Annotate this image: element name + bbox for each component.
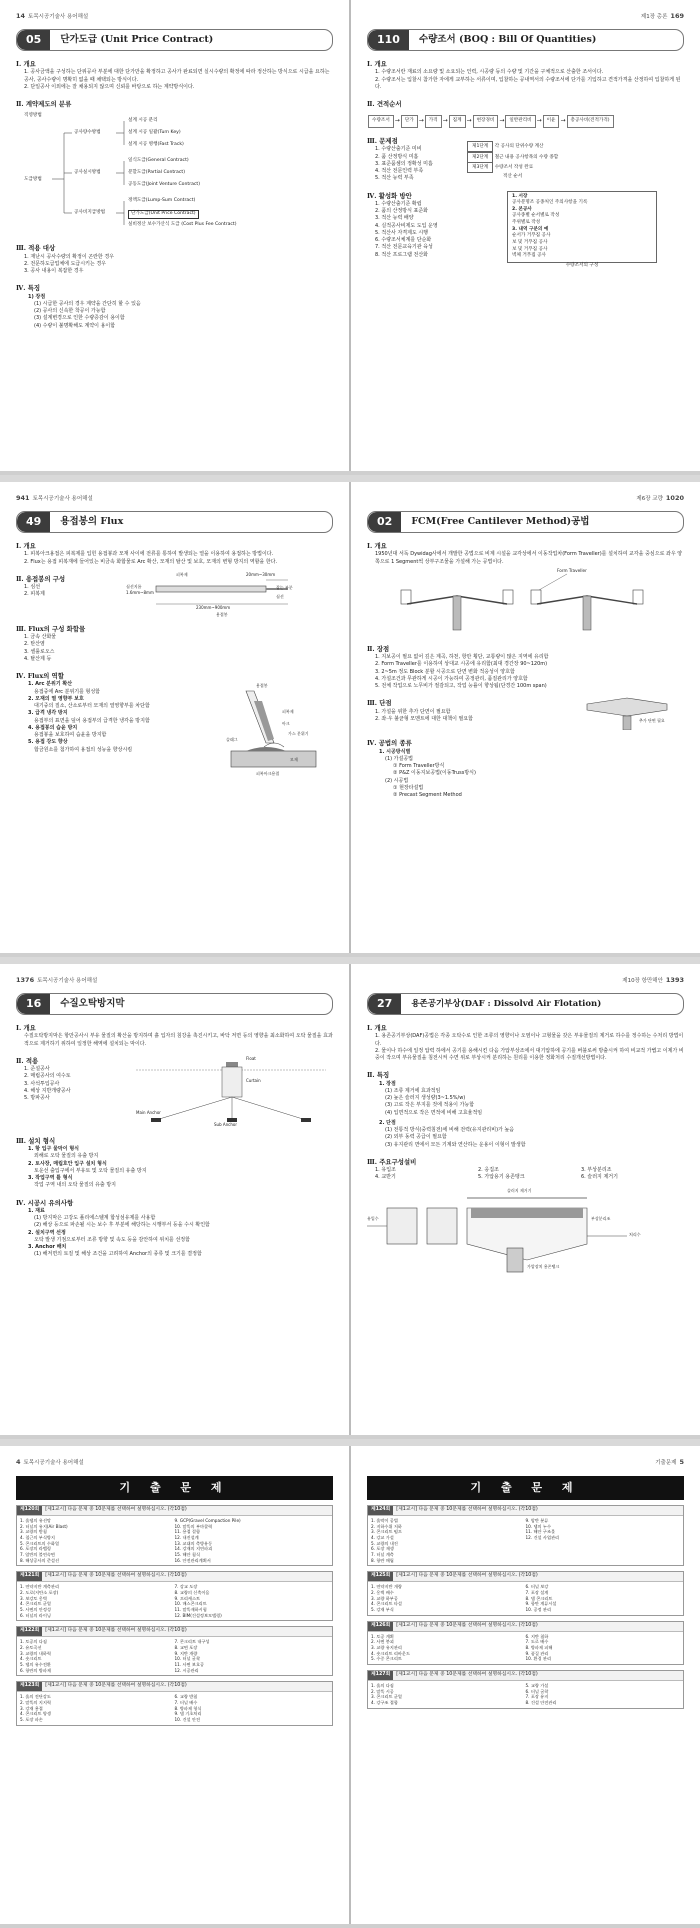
exam-block: 제123회 [제1교시] 다음 문제 중 10문제를 선택하여 설명하십시오. (각10점) 1. 흙의 전단강도 2. 말뚝의 지지력 3. 강재 용접 4. 콘크리트 양생 5. 포장 파손 6. 교량 받침 7. 터널 배수 8. 방파제 형식 9. 댐 기초처리 10. 건설 안전 [16, 1681, 333, 1725]
topic-title: 16 수질오탁방지막 [16, 993, 333, 1015]
highlighted-item: 단가도급(Unit Price Contract) [128, 210, 199, 219]
section-heading: Ⅱ. 계약제도의 분류 [16, 100, 72, 109]
topic-title-text: 수량조서 (BOQ : Bill Of Quantities) [418, 34, 597, 46]
exam-block: 제126회 [제1교시] 다음 문제 중 10문제를 선택하여 설명하십시오. (각10점) 1. 토공 계획 2. 사면 붕괴 3. 교량 유지관리 4. 숏크리트 리바운드 5. 수중 콘크리트 6. 지반 침하 7. 도로 배수 8. 방파제 피해 9. 품질 관리 10. 환경 관리 [367, 1621, 684, 1665]
topic-title [367, 29, 684, 51]
section-heading: Ⅳ. 특징 [16, 284, 41, 293]
spread-2 [0, 482, 700, 957]
topic-badge: 05 [17, 30, 50, 50]
topic-badge: 110 [368, 30, 409, 50]
section-heading: Ⅲ. 적용 대상 [16, 244, 56, 253]
section-heading: Ⅰ. 개요 [16, 60, 36, 68]
silt-curtain-figure: Float Curtain Main Anchor Sub Anchor [136, 1048, 326, 1128]
arc-welding-figure: 용접봉 피복제 아크 가스 분위기 슬래그 모재 피복아크용접 [226, 681, 326, 781]
spread-3 [0, 964, 700, 1439]
page-14: 14 토목시공기술사 용어해설 05 단가도급 (Unit Price Contract) Ⅰ. 개요 1. 공사금액을 구성하는 단위공사 부분에 대한 단가만을 확정하고 공사가 완료되면 실시수량의 확정에 따라 정산하는 방식으로 시급을 요하는 공사, 공사수량이 명확히 없을 때 채택되는 방식이다. 2. 단일공사 이외에는 잘 채용되지 않으며 신뢰를 바탕으로 하는 계약방식이다. Ⅱ. 계약제도의 분류 직영방법 도급방법 공사량수방법 공사실시방법 공사비지급방법 설계 시공 분리 설계 시공 일괄(Turn Key) 설계 시공 병행(Fast Track) 일식도급(General Contract) 분할도급(Partial Contract) 공동도급(Joint Venture Contract) 정액도급(Lump-Sum Contract) 단가도급(Unit Price Contract) 실비정산 보수가산식 도급 (Cost Plus Fee Contract) Ⅲ. 적용 대상 1. 재난시 공사수량의 확정이 곤란한 경우 2. 전문하도급업체에 도급시키는 경우 3. 공사 내용이 복잡한 경우 Ⅳ. 특징 1) 장점 (1) 시급한 공사의 경우 계약을 간단히 할 수 있음 (2) 공사의 신속한 착공이 가능함 (3) 설계변경으로 인한 수량증감이 용이함 (4) 수량이 불명확해도 계약이 용이함 [0, 0, 349, 471]
topic-title [16, 29, 333, 51]
spread-1 [0, 0, 700, 475]
page-4: 4 토목시공기술사 용어해설 기 출 문 제 제120회 [제1교시] 다음 문제 중 10문제를 선택하여 설명하십시오. (각10점) 1. 흙댐의 유선망 2. 터널의 유지(Air Blast) 3. 교량의 받침 4. 철근의 부식방지 5. 콘크리트의 수화열 6. 포장의 라벨링 7. 암반의 불연속면 8. 해상공사의 준설선 9. GCP(Gravel Compaction Pile) 10. 말뚝의 부마찰력 11. 용접 결함 12. 내진설계 13. 교대의 측방유동 14. 강재의 지연파괴 15. 해안 침식 16. 안전관리계획서 제121회 [제1교시] 다음 문제 중 10문제를 선택하여 설명하십시오. (각10점) 1. 연약지반 계측관리 2. 도로(저탄소 포장) 3. 보강토 옹벽 4. 콘크리트 균열 5. 사면의 안정성 6. 터널의 라이닝 7. 강교 도장 8. 교량의 신축이음 9. 프리캐스트 10. 매스콘크리트 11. 말뚝재하시험 12. BIM(건설정보모델링) 제122회 [제1교시] 다음 문제 중 10문제를 선택하여 설명하십시오. (각10점) 1. 토공의 다짐 2. 유토곡선 3. 교량의 내하력 4. 숏크리트 5. 댐의 유수전환 6. 항만의 방파제 7. 콘크리트 내구성 8. 교면 포장 9. 지반 개량 10. 터널 굴착 11. 사면 보호공 12. 시공관리 제123회 [제1교시] 다음 문제 중 10문제를 선택하여 설명하십시오. (각10점) 1. 흙의 전단강도 2. 말뚝의 지지력 3. 강재 용접 4. 콘크리트 양생 5. 포장 파손 6. 교량 받침 7. 터널 배수 8. 방파제 형식 9. 댐 기초처리 10. 건설 안전 [0, 1446, 349, 1917]
exam-heading: 기 출 문 제 [16, 1476, 333, 1500]
page-number: 169 [670, 12, 684, 20]
body-line: 1. 공사금액을 구성하는 단위공사 부분에 대한 단가만을 확정하고 공사가 완료되면 실시수량의 확정에 따라 정산하는 방식으로 시급을 요하는 공사, 공사수량이 명확히 없을 때 채택되는 방식이다. [24, 69, 330, 83]
exam-block: 제122회 [제1교시] 다음 문제 중 10문제를 선택하여 설명하십시오. (각10점) 1. 토공의 다짐 2. 유토곡선 3. 교량의 내하력 4. 숏크리트 5. 댐의 유수전환 6. 항만의 방파제 7. 콘크리트 내구성 8. 교면 포장 9. 지반 개량 10. 터널 굴착 11. 사면 보호공 12. 시공관리 [16, 1626, 333, 1676]
page-number: 14 [16, 12, 26, 20]
boq-structure-box: 1. 서장 공사분명조 공종처인 주의사항을 기록 2. 본공사 공사종별 순서별로 작성 주위별로 작성 3. 내역 구분의 예 순서가 거푸집 공사 보 및 거푸집 공사 보 및 거푸집 공사 벽체 거푸집 공사 [507, 191, 657, 264]
exam-block: 제120회 [제1교시] 다음 문제 중 10문제를 선택하여 설명하십시오. (각10점) 1. 흙댐의 유선망 2. 터널의 유지(Air Blast) 3. 교량의 받침 4. 철근의 부식방지 5. 콘크리트의 수화열 6. 포장의 라벨링 7. 암반의 불연속면 8. 해상공사의 준설선 9. GCP(Gravel Compaction Pile) 10. 말뚝의 부마찰력 11. 용접 결함 12. 내진설계 13. 교대의 측방유동 14. 강재의 지연파괴 15. 해안 침식 16. 안전관리계획서 [16, 1505, 333, 1566]
added-section-figure: 추가 단면 필요 [577, 690, 677, 730]
body-line: 2. 단일공사 이외에는 잘 채용되지 않으며 신뢰를 바탕으로 하는 계약방식이다. [24, 83, 195, 90]
fcm-figure: Form Traveller [367, 566, 684, 636]
running-title: 제1장 총론 [640, 14, 668, 20]
estimate-steps: 제1단계 각 공사의 단위수량 계산 제2단계 철근 내용 공사항목의 수량 종합 제3단계 수량조서 작성 완료 적산 순서 [467, 144, 558, 183]
page-169: 제1장 총론 169 110 수량조서 (BOQ : Bill Of Quantities) Ⅰ. 개요 1. 수량조서란 재료의 소요량 및 소요되는 인력, 시공량 등의 수량 및 기간을 구체적으로 산출한 조서이다. 2. 수량조서는 입찰시 참가한 자에게 교부하는 서류이며, 입찰하는 공내역서의 수량조서에 단가를 기입하고 견적가격을 산정하여 입찰하게 된다. Ⅱ. 견적순서 수량조서 → 단가 → 가격 → 집계 → 현장경비 → 일반관리비 → 이윤 → 총공사비(견적가격) Ⅲ. 문제점 1. 수량산출기준 미비 2. 품 산정방식 미흡 3. 표준품셈의 정확성 미흡 4. 적산 전문인력 부족 5. 적산 능력 부족 제1단계 각 공사의 단위수량 계산 제2단계 철근 내용 공사항목의 수량 종합 제3단계 수량조서 작성 완료 적산 순서 Ⅳ. 활성화 방안 1. 수량산출기준 확립 2. 품의 산정방식 표준화 3. 적산 능력 배양 4. 실적공사비제도 도입 운영 5. 적산사 자격제도 시행 6. 수량조서체계를 단순화 7. 적산 전문교육기관 육성 8. 적산 프로그램 전산화 1. 서장 공사분명조 공종처인 주의사항을 기록 2. 본공사 공사종별 순서별로 작성 주위별로 작성 3. 내역 구분의 예 순서가 거푸집 공사 보 및 거푸집 공사 보 및 거푸집 공사 벽체 거푸집 공사 수량조서의 구성 [367, 12, 684, 269]
topic-title: 27 용존공기부상(DAF : Dissolvd Air Flotation) [367, 993, 684, 1015]
welding-rod-figure: 피복제 20mm~30mm 잡는 부분 심선지름 1.6mm~8mm 230mm~900mm 심선 용접봉 [126, 571, 293, 617]
exam-heading: 기 출 문 제 [367, 1476, 684, 1500]
spread-4 [0, 1446, 700, 1928]
page-number: 941 [16, 494, 30, 502]
estimate-flow: 수량조서 → 단가 → 가격 → 집계 → 현장경비 → 일반관리비 → 이윤 → 총공사비(견적가격) [367, 115, 684, 128]
page-5: 기출문제 5 기 출 문 제 제124회 [제1교시] 다음 문제 중 10문제를 선택하여 설명하십시오. (각10점) 1. 흙막이 공법 2. 지하수위 저하 3. 콘크리트 펌프 4. 강교 가설 5. 교량의 내진 6. 포장 재생 7. 터널 계측 8. 항만 매립 9. 암반 분류 10. 댐의 누수 11. 해안 구조물 12. 건설 사업관리 제125회 [제1교시] 다음 문제 중 10문제를 선택하여 설명하십시오. (각10점) 1. 연약지반 개량 2. 옹벽 배수 3. 교량 하부공 4. 콘크리트 타설 5. 강재 부식 6. 터널 보강 7. 포장 설계 8. 댐 콘크리트 9. 항만 계류시설 10. 공정 관리 제126회 [제1교시] 다음 문제 중 10문제를 선택하여 설명하십시오. (각10점) 1. 토공 계획 2. 사면 붕괴 3. 교량 유지관리 4. 숏크리트 리바운드 5. 수중 콘크리트 6. 지반 침하 7. 도로 배수 8. 방파제 피해 9. 품질 관리 10. 환경 관리 제127회 [제1교시] 다음 문제 중 10문제를 선택하여 설명하십시오. (각10점) 1. 흙의 다짐 2. 말뚝 시공 3. 콘크리트 균열 4. 강구조 접합 5. 교량 가설 6. 터널 굴착 7. 포장 유지 8. 건설 안전관리 [351, 1446, 700, 1917]
exam-block: 제127회 [제1교시] 다음 문제 중 10문제를 선택하여 설명하십시오. (각10점) 1. 흙의 다짐 2. 말뚝 시공 3. 콘크리트 균열 4. 강구조 접합 5. 교량 가설 6. 터널 굴착 7. 포장 유지 8. 건설 안전관리 [367, 1670, 684, 1709]
topic-title-text: 단가도급 (Unit Price Contract) [60, 34, 214, 46]
page-1376: 1376 토목시공기술사 용어해설 16 수질오탁방지막 Ⅰ. 개요 수질오탁방지막은 항만공사시 부유 물질의 확산을 방지하며 흙 입자의 침강을 촉진시키고, 바닥 저면 등의 영향을 최소화하여 오탁 물질을 효과적으로 제거하기 위하여 일정한 해역에 설치되는 막이다. Ⅱ. 적용 1. 준설공사 2. 매립공사의 여수토 3. 사석투입공사 4. 해상 지반개량공사 5. 방파공사 Float Curtain Main Anchor Sub Anchor Ⅲ. 설치 형식 1. 항 입구 물막이 형식 외해로 오탁 물질의 유출 방지 2. 토사장, 매립호안 입구 설치 형식 토운선 출입구에서 부유토 및 오탁 물질의 유출 방지 3. 작업구역 틀 형식 작업 구역 내의 오탁 물질의 유출 방지 Ⅳ. 시공시 유의사항 1. 재료 (1) 방지막은 고강도 폴리에스텔계 합성섬유제를 사용함 (2) 해상 등으로 파손될 시는 보수 후 부분에 해당하는 시행부서 등을 수시 확인함 2. 설치구역 선정 오탁 발생 기점으로부터 조류 방향 및 속도 등을 감안하여 위치를 선정함 3. Anchor 배치 (1) 해저면의 토질 및 해상 조건을 고려하여 Anchor의 종류 및 크기를 결정함 [16, 976, 333, 1258]
topic-title: 49 용접봉의 Flux [16, 511, 333, 533]
page-941: 941 토목시공기술사 용어해설 49 용접봉의 Flux Ⅰ. 개요 1. 피복아크용접은 피복제를 입힌 용접봉과 모재 사이에 전류를 통하여 발생되는 열을 이용하여 용접하는 방법이다. 2. Flux는 용접 피복재에 들어있는 비금속 화합물로 Arc 확산, 모재의 탈산 및 보호, 모재의 변형 방지의 역할을 한다. Ⅱ. 용접봉의 구성 1. 심선 2. 피복제 피복제 20mm~30mm 잡는 부분 심선지름 1.6mm~8mm 230mm~900mm 심선 용접봉 Ⅲ. Flux의 구성 화합물 1. 금속 산화물 2. 탄산염 3. 셀룰로오스 4. 탈산제 등 Ⅳ. Flux의 역할 1. Arc 분위기 확산 용접중에 Arc 분위기를 형성함 2. 모재의 열 영향부 보호 대기중의 질소, 산소로부터 모재의 열영향부를 차단함 3. 급격 냉각 방지 용접부의 표면을 덮어 용접부의 급격한 냉각을 방지함 4. 용접봉의 습윤 방지 용접봉을 보호하여 습윤을 방지함 5. 용접 강도 향상 합금원소를 첨가하여 용접의 성능을 향상시킴 용접봉 피복제 아크 가스 분위기 슬래그 모재 피복아크용접 [0, 482, 349, 953]
running-title: 토목시공기술사 용어해설 [28, 14, 89, 20]
exam-block: 제125회 [제1교시] 다음 문제 중 10문제를 선택하여 설명하십시오. (각10점) 1. 연약지반 개량 2. 옹벽 배수 3. 교량 하부공 4. 콘크리트 타설 5. 강재 부식 6. 터널 보강 7. 포장 설계 8. 댐 콘크리트 9. 항만 계류시설 10. 공정 관리 [367, 1571, 684, 1615]
daf-figure: 슬러지 제거기 유입수 부상분리조 처리수 가압장치 용존탱크 [367, 1186, 684, 1276]
page-1020: 제6장 교량 1020 02 FCM(Free Cantilever Method)공법 Ⅰ. 개요 1950년대 서독 Dywidag사에서 개발한 공법으로 비계 시설을 교각상에서 이동작업차(Form Traveller)를 설치하여 교각을 중심으로 좌우 양쪽으로 1 Segment씩 상부구조물을 가설해 가는 공법이다. Form Traveller Ⅱ. 장점 1. 지보공이 필요 없어 깊은 계곡, 하천, 항만 횡단, 교통량이 많은 지역에 유리함 2. Form Traveller를 이용하여 상대교 시공에 유리함(최대 경간장 90~120m) 3. 2~5m 정도 Block 분할 시공으로 단면 변화 적응성이 양호함 4. 가설조건과 무관하게 시공이 가능하여 공정관리, 품질관리가 양호함 5. 전체 작업으로 노무비가 절감되고, 작업 능률이 향상됨(단경간 100m span) Ⅲ. 단점 1. 가설을 위한 추가 단면이 필요함 2. 좌·우 불균형 모멘트에 대한 대책이 필요함 추가 단면 필요 Ⅳ. 공법의 종류 1. 시공방식별 (1) 가설공법 ① Form Traveller방식 ② P&Z 이동지보공법(이동Truss방식) (2) 시공법 ① 현장타설법 ② Precast Segment Method [367, 494, 684, 799]
exam-block: 제124회 [제1교시] 다음 문제 중 10문제를 선택하여 설명하십시오. (각10점) 1. 흙막이 공법 2. 지하수위 저하 3. 콘크리트 펌프 4. 강교 가설 5. 교량의 내진 6. 포장 재생 7. 터널 계측 8. 항만 매립 9. 암반 분류 10. 댐의 누수 11. 해안 구조물 12. 건설 사업관리 [367, 1505, 684, 1566]
topic-title: 02 FCM(Free Cantilever Method)공법 [367, 511, 684, 533]
exam-block: 제121회 [제1교시] 다음 문제 중 10문제를 선택하여 설명하십시오. (각10점) 1. 연약지반 계측관리 2. 도로(저탄소 포장) 3. 보강토 옹벽 4. 콘크리트 균열 5. 사면의 안정성 6. 터널의 라이닝 7. 강교 도장 8. 교량의 신축이음 9. 프리캐스트 10. 매스콘크리트 11. 말뚝재하시험 12. BIM(건설정보모델링) [16, 1571, 333, 1621]
page-1393: 제10장 항만해안 1393 27 용존공기부상(DAF : Dissolvd Air Flotation) Ⅰ. 개요 1. 용존공기부상(DAF)공법은 각종 오탁수로 인한 조류의 영향이나 오염이나 고형물을 갖은 부유물질의 제거로 하수를 정수하는 수처리 방법이다. 2. 물이나 하수에 일정 압력 하에서 공기를 용해시킨 다음 가압부상조에서 대기압하에 공기를 버블로써 방출시켜 하여 비교적 가볍고 이제가 비중이 작으며 부유물질을 침전시켜 수면 위로 부상시켜 분리하는 원리를 이용한 정화처리 수질개선방법이다. Ⅱ. 특징 1. 장점 (1) 조류 제거에 효과적임 (2) 높은 슬러지 생성량(3~1.5%/w) (3) 고로 작은 부지를 것에 적용이 가능함 (4) 입면적으로 작은 면적에 비해 고효율적임 2. 단점 (1) 전통적 방식(중력침전)에 비해 전력(유지관리비)가 높음 (2) 외부 동력 공급이 필요함 (3) 유지관리 면에서 모든 기계와 연산하는 운용이 이형이 발생함 Ⅲ. 주요구성설비 1. 유입조 2. 응집조 3. 부상분리조 4. 교반기 5. 가압용기 용존탱크 6. 슬러지 제거기 슬러지 제거기 유입수 부상분리조 처리수 가압장치 용존탱크 [351, 964, 700, 1435]
contract-tree: 직영방법 도급방법 공사량수방법 공사실시방법 공사비지급방법 설계 시공 분리 설계 시공 일괄(Turn Key) 설계 시공 병행(Fast Track) 일식도급(General Contract) 분할도급(Partial Contract) 공동도급(Joint Venture Contract) 정액도급(Lump-Sum Contract) 단가도급(Unit Price Contract) 실비정산 보수가산식 도급 (Cost Plus Fee Contract) [16, 109, 333, 235]
